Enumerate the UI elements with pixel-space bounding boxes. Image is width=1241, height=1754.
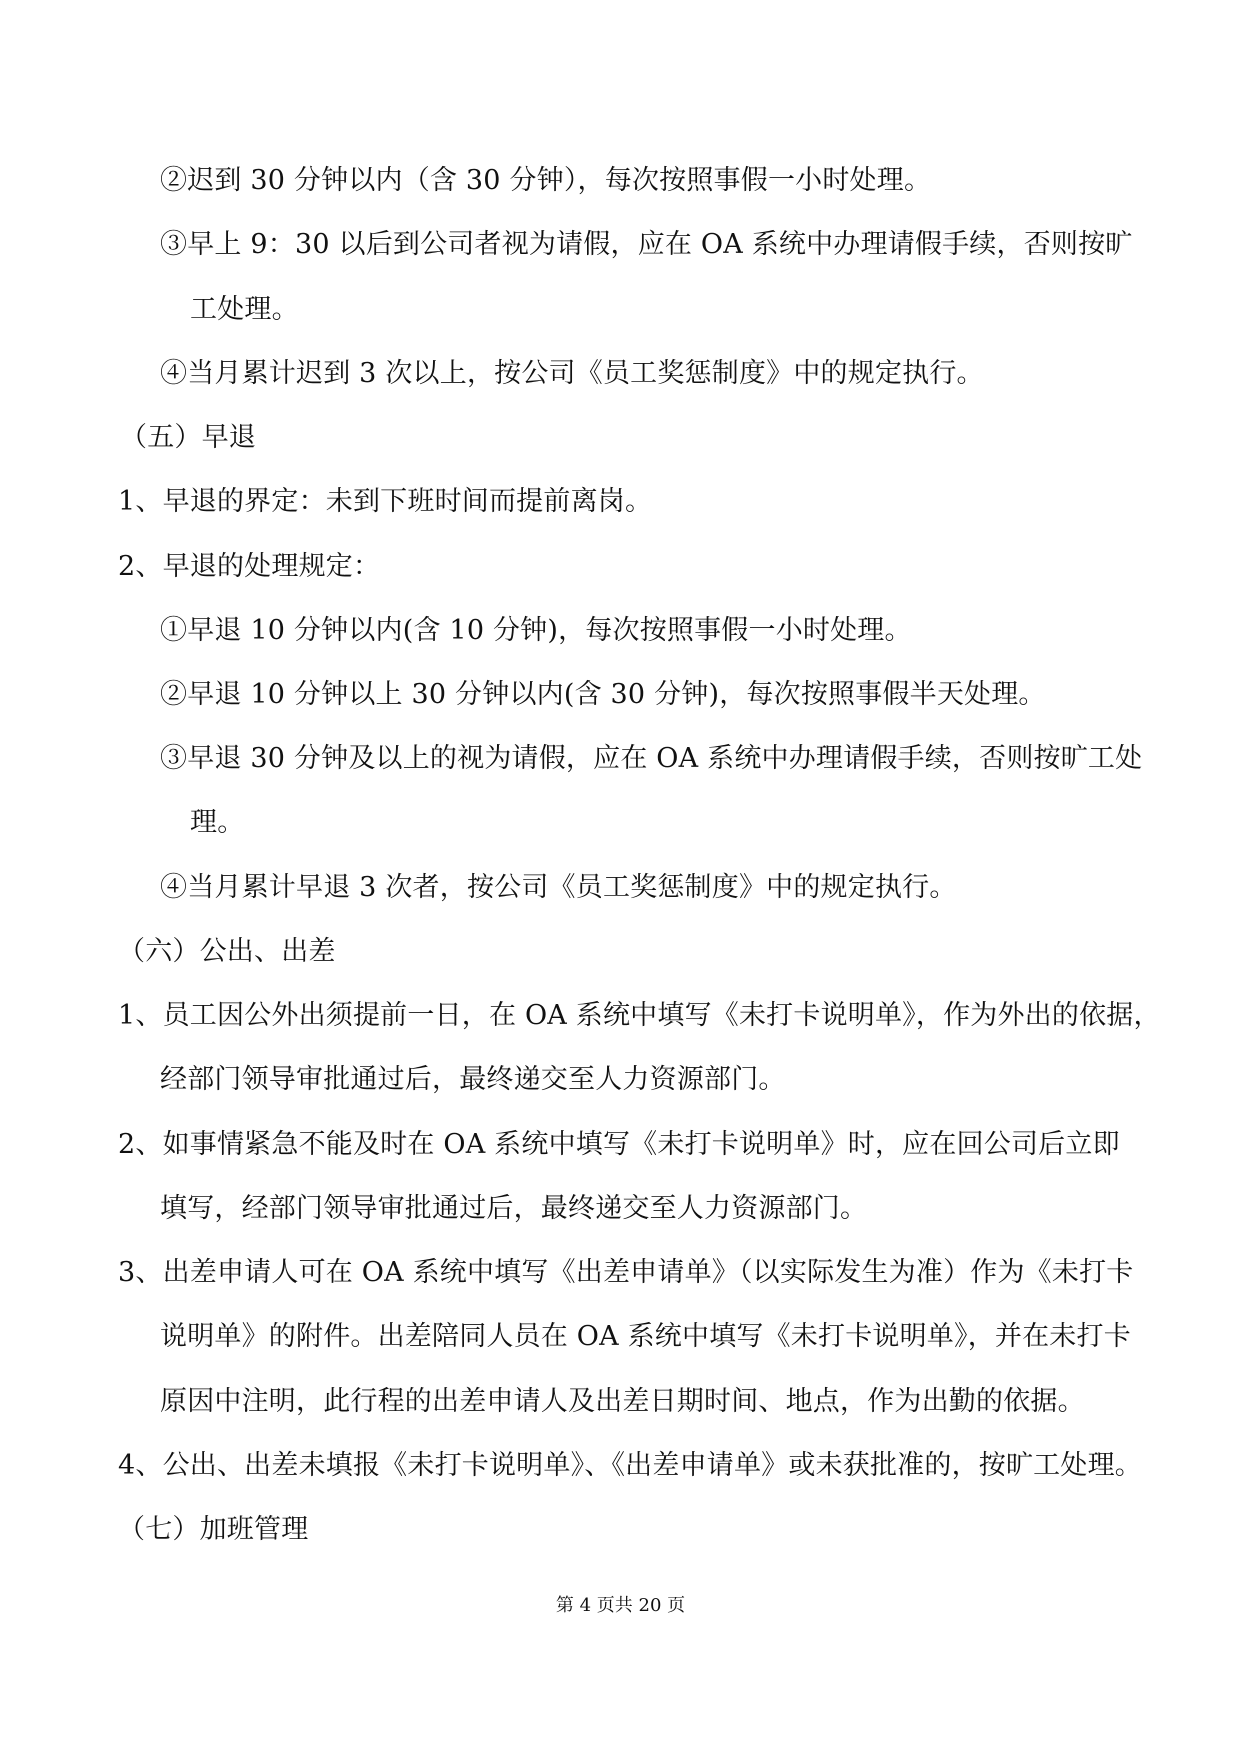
section-heading-overtime: （七）加班管理 [118, 1514, 309, 1545]
paragraph-early-leave-item-1: ①早退 10 分钟以内(含 10 分钟)，每次按照事假一小时处理。 [160, 615, 912, 646]
paragraph-late-item-3: ③早上 9：30 以后到公司者视为请假，应在 OA 系统中办理请假手续，否则按旷 [160, 229, 1133, 260]
page-number-footer: 第 4 页共 20 页 [555, 1595, 686, 1616]
paragraph-early-leave-definition: 1、早退的界定：未到下班时间而提前离岗。 [118, 486, 653, 517]
paragraph-early-leave-item-3: ③早退 30 分钟及以上的视为请假，应在 OA 系统中办理请假手续，否则按旷工处 [160, 743, 1143, 774]
section-heading-business-trip: （六）公出、出差 [118, 936, 336, 967]
section-heading-early-leave: （五）早退 [120, 422, 256, 453]
paragraph-trip-item-1: 1、员工因公外出须提前一日，在 OA 系统中填写《未打卡说明单》，作为外出的依据， [118, 1000, 1161, 1031]
paragraph-early-leave-item-3-cont: 理。 [190, 807, 245, 838]
paragraph-early-leave-rules-heading: 2、早退的处理规定： [118, 551, 381, 582]
paragraph-trip-item-4: 4、公出、出差未填报《未打卡说明单》、《出差申请单》或未获批准的，按旷工处理。 [118, 1450, 1142, 1481]
paragraph-trip-item-3-cont-2: 原因中注明，此行程的出差申请人及出差日期时间、地点，作为出勤的依据。 [160, 1386, 1085, 1417]
paragraph-trip-item-1-cont: 经部门领导审批通过后，最终递交至人力资源部门。 [160, 1064, 786, 1095]
paragraph-late-item-2: ②迟到 30 分钟以内（含 30 分钟），每次按照事假一小时处理。 [160, 165, 932, 196]
paragraph-trip-item-3: 3、出差申请人可在 OA 系统中填写《出差申请单》（以实际发生为准）作为《未打卡 [118, 1257, 1134, 1288]
paragraph-trip-item-2: 2、如事情紧急不能及时在 OA 系统中填写《未打卡说明单》时，应在回公司后立即 [118, 1129, 1120, 1160]
paragraph-early-leave-item-2: ②早退 10 分钟以上 30 分钟以内(含 30 分钟)，每次按照事假半天处理。 [160, 679, 1046, 710]
paragraph-late-item-3-cont: 工处理。 [190, 294, 299, 325]
paragraph-early-leave-item-4: ④当月累计早退 3 次者，按公司《员工奖惩制度》中的规定执行。 [160, 872, 957, 903]
paragraph-late-item-4: ④当月累计迟到 3 次以上，按公司《员工奖惩制度》中的规定执行。 [160, 358, 984, 389]
paragraph-trip-item-3-cont-1: 说明单》的附件。出差陪同人员在 OA 系统中填写《未打卡说明单》，并在未打卡 [160, 1321, 1131, 1352]
paragraph-trip-item-2-cont: 填写，经部门领导审批通过后，最终递交至人力资源部门。 [160, 1193, 868, 1224]
